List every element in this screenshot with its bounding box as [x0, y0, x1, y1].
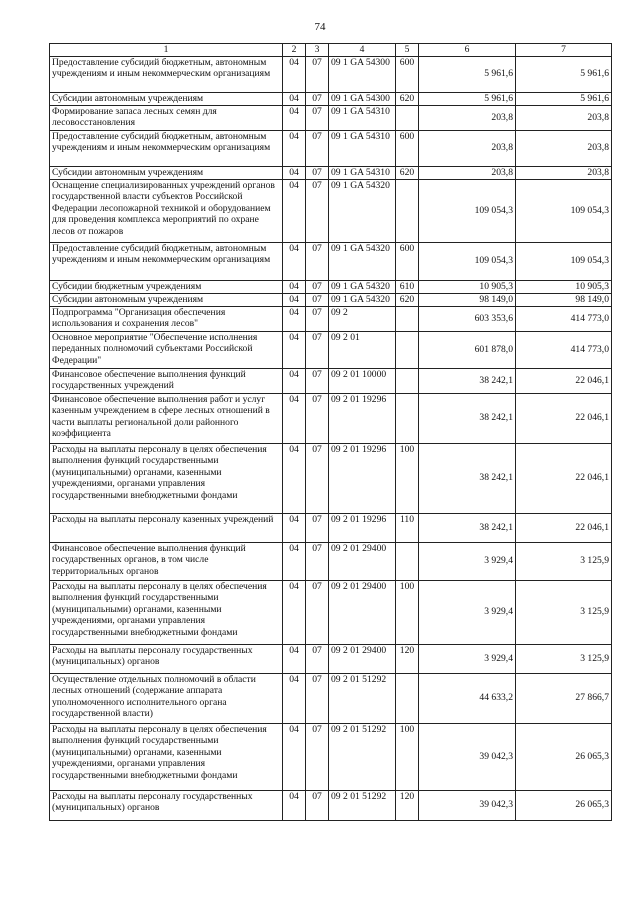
amount-cell: 203,8 — [516, 130, 612, 166]
expense-type-cell — [396, 673, 419, 723]
section-code-cell: 04 — [283, 166, 306, 179]
amount-cell: 38 242,1 — [419, 443, 516, 513]
amount-cell: 98 149,0 — [516, 293, 612, 306]
section-code-cell: 04 — [283, 673, 306, 723]
target-article-cell: 09 2 01 29400 — [329, 542, 396, 580]
expense-type-cell: 110 — [396, 513, 419, 542]
subsection-code-cell: 07 — [306, 644, 329, 673]
amount-cell: 3 125,9 — [516, 542, 612, 580]
section-code-cell: 04 — [283, 92, 306, 105]
expense-type-cell: 620 — [396, 166, 419, 179]
table-row — [50, 542, 612, 580]
table-row — [50, 56, 612, 92]
amount-cell: 3 125,9 — [516, 580, 612, 644]
subsection-code-cell: 07 — [306, 673, 329, 723]
amount-cell: 38 242,1 — [419, 393, 516, 443]
expense-type-cell: 610 — [396, 280, 419, 293]
amount-cell: 203,8 — [516, 105, 612, 130]
row-name-cell: Финансовое обеспечение выполнения функций государственных учреждений — [50, 368, 283, 393]
section-code-cell: 04 — [283, 130, 306, 166]
amount-cell: 10 905,3 — [516, 280, 612, 293]
table-row — [50, 293, 612, 306]
table-row — [50, 166, 612, 179]
subsection-code-cell: 07 — [306, 56, 329, 92]
section-code-cell: 04 — [283, 580, 306, 644]
table-row — [50, 790, 612, 820]
amount-cell: 3 929,4 — [419, 580, 516, 644]
subsection-code-cell: 07 — [306, 443, 329, 513]
subsection-code-cell: 07 — [306, 393, 329, 443]
section-code-cell: 04 — [283, 513, 306, 542]
target-article-cell: 09 1 GA 54300 — [329, 56, 396, 92]
target-article-cell: 09 2 01 19296 — [329, 393, 396, 443]
row-name-cell: Расходы на выплаты персоналу в целях обеспечения выполнения функций государственными (муниципальными) органами, казенными учреждениями, органами управления государственными внебюджетными фондами — [50, 723, 283, 790]
amount-cell: 38 242,1 — [419, 513, 516, 542]
row-name-cell: Подпрограмма "Организация обеспечения использования и сохранения лесов" — [50, 306, 283, 331]
amount-cell: 5 961,6 — [419, 92, 516, 105]
row-name-cell: Основное мероприятие "Обеспечение исполнения переданных полномочий субъектами Российской Федерации" — [50, 331, 283, 368]
subsection-code-cell: 07 — [306, 580, 329, 644]
row-name-cell: Субсидии автономным учреждениям — [50, 293, 283, 306]
amount-cell: 203,8 — [419, 105, 516, 130]
column-header: 5 — [396, 44, 419, 57]
amount-cell: 22 046,1 — [516, 393, 612, 443]
expense-type-cell: 600 — [396, 56, 419, 92]
row-name-cell: Осуществление отдельных полномочий в области лесных отношений (содержание аппарата уполномоченного исполнительного органа государственной власти) — [50, 673, 283, 723]
target-article-cell: 09 1 GA 54320 — [329, 293, 396, 306]
expense-type-cell: 100 — [396, 723, 419, 790]
subsection-code-cell: 07 — [306, 790, 329, 820]
budget-table — [49, 43, 612, 821]
subsection-code-cell: 07 — [306, 130, 329, 166]
amount-cell: 44 633,2 — [419, 673, 516, 723]
amount-cell: 27 866,7 — [516, 673, 612, 723]
section-code-cell: 04 — [283, 242, 306, 280]
table-row — [50, 723, 612, 790]
row-name-cell: Предоставление субсидий бюджетным, автономным учреждениям и иным некоммерческим организациям — [50, 56, 283, 92]
target-article-cell: 09 2 01 10000 — [329, 368, 396, 393]
subsection-code-cell: 07 — [306, 331, 329, 368]
amount-cell: 601 878,0 — [419, 331, 516, 368]
table-row — [50, 242, 612, 280]
section-code-cell: 04 — [283, 293, 306, 306]
page-number: 74 — [314, 21, 326, 33]
expense-type-cell: 100 — [396, 580, 419, 644]
amount-cell: 38 242,1 — [419, 368, 516, 393]
amount-cell: 109 054,3 — [516, 242, 612, 280]
amount-cell: 203,8 — [419, 166, 516, 179]
expense-type-cell — [396, 542, 419, 580]
column-header: 7 — [516, 44, 612, 57]
subsection-code-cell: 07 — [306, 368, 329, 393]
subsection-code-cell: 07 — [306, 166, 329, 179]
table-row — [50, 580, 612, 644]
target-article-cell: 09 2 01 51292 — [329, 723, 396, 790]
target-article-cell: 09 2 01 29400 — [329, 580, 396, 644]
target-article-cell: 09 1 GA 54300 — [329, 92, 396, 105]
expense-type-cell: 620 — [396, 92, 419, 105]
column-header: 1 — [50, 44, 283, 57]
column-header: 3 — [306, 44, 329, 57]
subsection-code-cell: 07 — [306, 179, 329, 242]
target-article-cell: 09 1 GA 54310 — [329, 166, 396, 179]
section-code-cell: 04 — [283, 723, 306, 790]
target-article-cell: 09 1 GA 54320 — [329, 280, 396, 293]
target-article-cell: 09 1 GA 54320 — [329, 179, 396, 242]
target-article-cell: 09 2 01 19296 — [329, 443, 396, 513]
row-name-cell: Предоставление субсидий бюджетным, автономным учреждениям и иным некоммерческим организациям — [50, 130, 283, 166]
expense-type-cell — [396, 393, 419, 443]
amount-cell: 203,8 — [516, 166, 612, 179]
section-code-cell: 04 — [283, 644, 306, 673]
amount-cell: 26 065,3 — [516, 790, 612, 820]
amount-cell: 10 905,3 — [419, 280, 516, 293]
target-article-cell: 09 2 01 51292 — [329, 673, 396, 723]
expense-type-cell: 120 — [396, 644, 419, 673]
row-name-cell: Субсидии автономным учреждениям — [50, 166, 283, 179]
expense-type-cell: 120 — [396, 790, 419, 820]
section-code-cell: 04 — [283, 280, 306, 293]
amount-cell: 109 054,3 — [419, 242, 516, 280]
amount-cell: 98 149,0 — [419, 293, 516, 306]
row-name-cell: Оснащение специализированных учреждений органов государственной власти субъектов Российской Федерации лесопожарной техникой и оборудованием для проведения комплекса мероприятий по охране лесов от пожаров — [50, 179, 283, 242]
expense-type-cell — [396, 368, 419, 393]
table-row — [50, 130, 612, 166]
expense-type-cell: 600 — [396, 242, 419, 280]
table-row — [50, 644, 612, 673]
expense-type-cell: 100 — [396, 443, 419, 513]
amount-cell: 3 929,4 — [419, 644, 516, 673]
expense-type-cell: 620 — [396, 293, 419, 306]
amount-cell: 5 961,6 — [516, 92, 612, 105]
subsection-code-cell: 07 — [306, 513, 329, 542]
subsection-code-cell: 07 — [306, 306, 329, 331]
section-code-cell: 04 — [283, 393, 306, 443]
section-code-cell: 04 — [283, 105, 306, 130]
expense-type-cell — [396, 306, 419, 331]
table-row — [50, 331, 612, 368]
table-row — [50, 179, 612, 242]
table-row — [50, 673, 612, 723]
amount-cell: 5 961,6 — [516, 56, 612, 92]
row-name-cell: Финансовое обеспечение выполнения работ и услуг казенным учреждением в сфере лесных отношений в части выплаты региональной доли районного коэффициента — [50, 393, 283, 443]
target-article-cell: 09 2 — [329, 306, 396, 331]
section-code-cell: 04 — [283, 306, 306, 331]
table-row — [50, 92, 612, 105]
amount-cell: 39 042,3 — [419, 790, 516, 820]
row-name-cell: Расходы на выплаты персоналу казенных учреждений — [50, 513, 283, 542]
table-row — [50, 306, 612, 331]
expense-type-cell — [396, 179, 419, 242]
table-row — [50, 105, 612, 130]
subsection-code-cell: 07 — [306, 293, 329, 306]
table-row — [50, 513, 612, 542]
subsection-code-cell: 07 — [306, 92, 329, 105]
amount-cell: 3 929,4 — [419, 542, 516, 580]
column-header: 2 — [283, 44, 306, 57]
table-row — [50, 393, 612, 443]
table-row — [50, 443, 612, 513]
target-article-cell: 09 2 01 19296 — [329, 513, 396, 542]
subsection-code-cell: 07 — [306, 242, 329, 280]
target-article-cell: 09 2 01 29400 — [329, 644, 396, 673]
amount-cell: 203,8 — [419, 130, 516, 166]
section-code-cell: 04 — [283, 790, 306, 820]
target-article-cell: 09 1 GA 54310 — [329, 130, 396, 166]
amount-cell: 603 353,6 — [419, 306, 516, 331]
row-name-cell: Формирование запаса лесных семян для лесовосстановления — [50, 105, 283, 130]
row-name-cell: Расходы на выплаты персоналу в целях обеспечения выполнения функций государственными (муниципальными) органами, казенными учреждениями, органами управления государственными внебюджетными фондами — [50, 443, 283, 513]
expense-type-cell — [396, 331, 419, 368]
subsection-code-cell: 07 — [306, 105, 329, 130]
section-code-cell: 04 — [283, 56, 306, 92]
target-article-cell: 09 1 GA 54310 — [329, 105, 396, 130]
column-number-row — [50, 44, 612, 57]
target-article-cell: 09 2 01 51292 — [329, 790, 396, 820]
row-name-cell: Расходы на выплаты персоналу государственных (муниципальных) органов — [50, 790, 283, 820]
section-code-cell: 04 — [283, 368, 306, 393]
row-name-cell: Предоставление субсидий бюджетным, автономным учреждениям и иным некоммерческим организациям — [50, 242, 283, 280]
row-name-cell: Субсидии автономным учреждениям — [50, 92, 283, 105]
amount-cell: 39 042,3 — [419, 723, 516, 790]
expense-type-cell — [396, 105, 419, 130]
subsection-code-cell: 07 — [306, 723, 329, 790]
section-code-cell: 04 — [283, 542, 306, 580]
amount-cell: 414 773,0 — [516, 306, 612, 331]
amount-cell: 22 046,1 — [516, 513, 612, 542]
column-header: 4 — [329, 44, 396, 57]
section-code-cell: 04 — [283, 443, 306, 513]
table-row — [50, 368, 612, 393]
row-name-cell: Расходы на выплаты персоналу в целях обеспечения выполнения функций государственными (муниципальными) органами, казенными учреждениями, органами управления государственными внебюджетными фондами — [50, 580, 283, 644]
amount-cell: 414 773,0 — [516, 331, 612, 368]
section-code-cell: 04 — [283, 331, 306, 368]
table-body — [50, 56, 612, 820]
row-name-cell: Расходы на выплаты персоналу государственных (муниципальных) органов — [50, 644, 283, 673]
row-name-cell: Субсидии бюджетным учреждениям — [50, 280, 283, 293]
subsection-code-cell: 07 — [306, 542, 329, 580]
table-row — [50, 280, 612, 293]
amount-cell: 26 065,3 — [516, 723, 612, 790]
expense-type-cell: 600 — [396, 130, 419, 166]
amount-cell: 109 054,3 — [516, 179, 612, 242]
column-header: 6 — [419, 44, 516, 57]
amount-cell: 22 046,1 — [516, 443, 612, 513]
target-article-cell: 09 2 01 — [329, 331, 396, 368]
subsection-code-cell: 07 — [306, 280, 329, 293]
target-article-cell: 09 1 GA 54320 — [329, 242, 396, 280]
amount-cell: 3 125,9 — [516, 644, 612, 673]
row-name-cell: Финансовое обеспечение выполнения функций государственных органов, в том числе территориальных органов — [50, 542, 283, 580]
section-code-cell: 04 — [283, 179, 306, 242]
amount-cell: 5 961,6 — [419, 56, 516, 92]
amount-cell: 22 046,1 — [516, 368, 612, 393]
amount-cell: 109 054,3 — [419, 179, 516, 242]
